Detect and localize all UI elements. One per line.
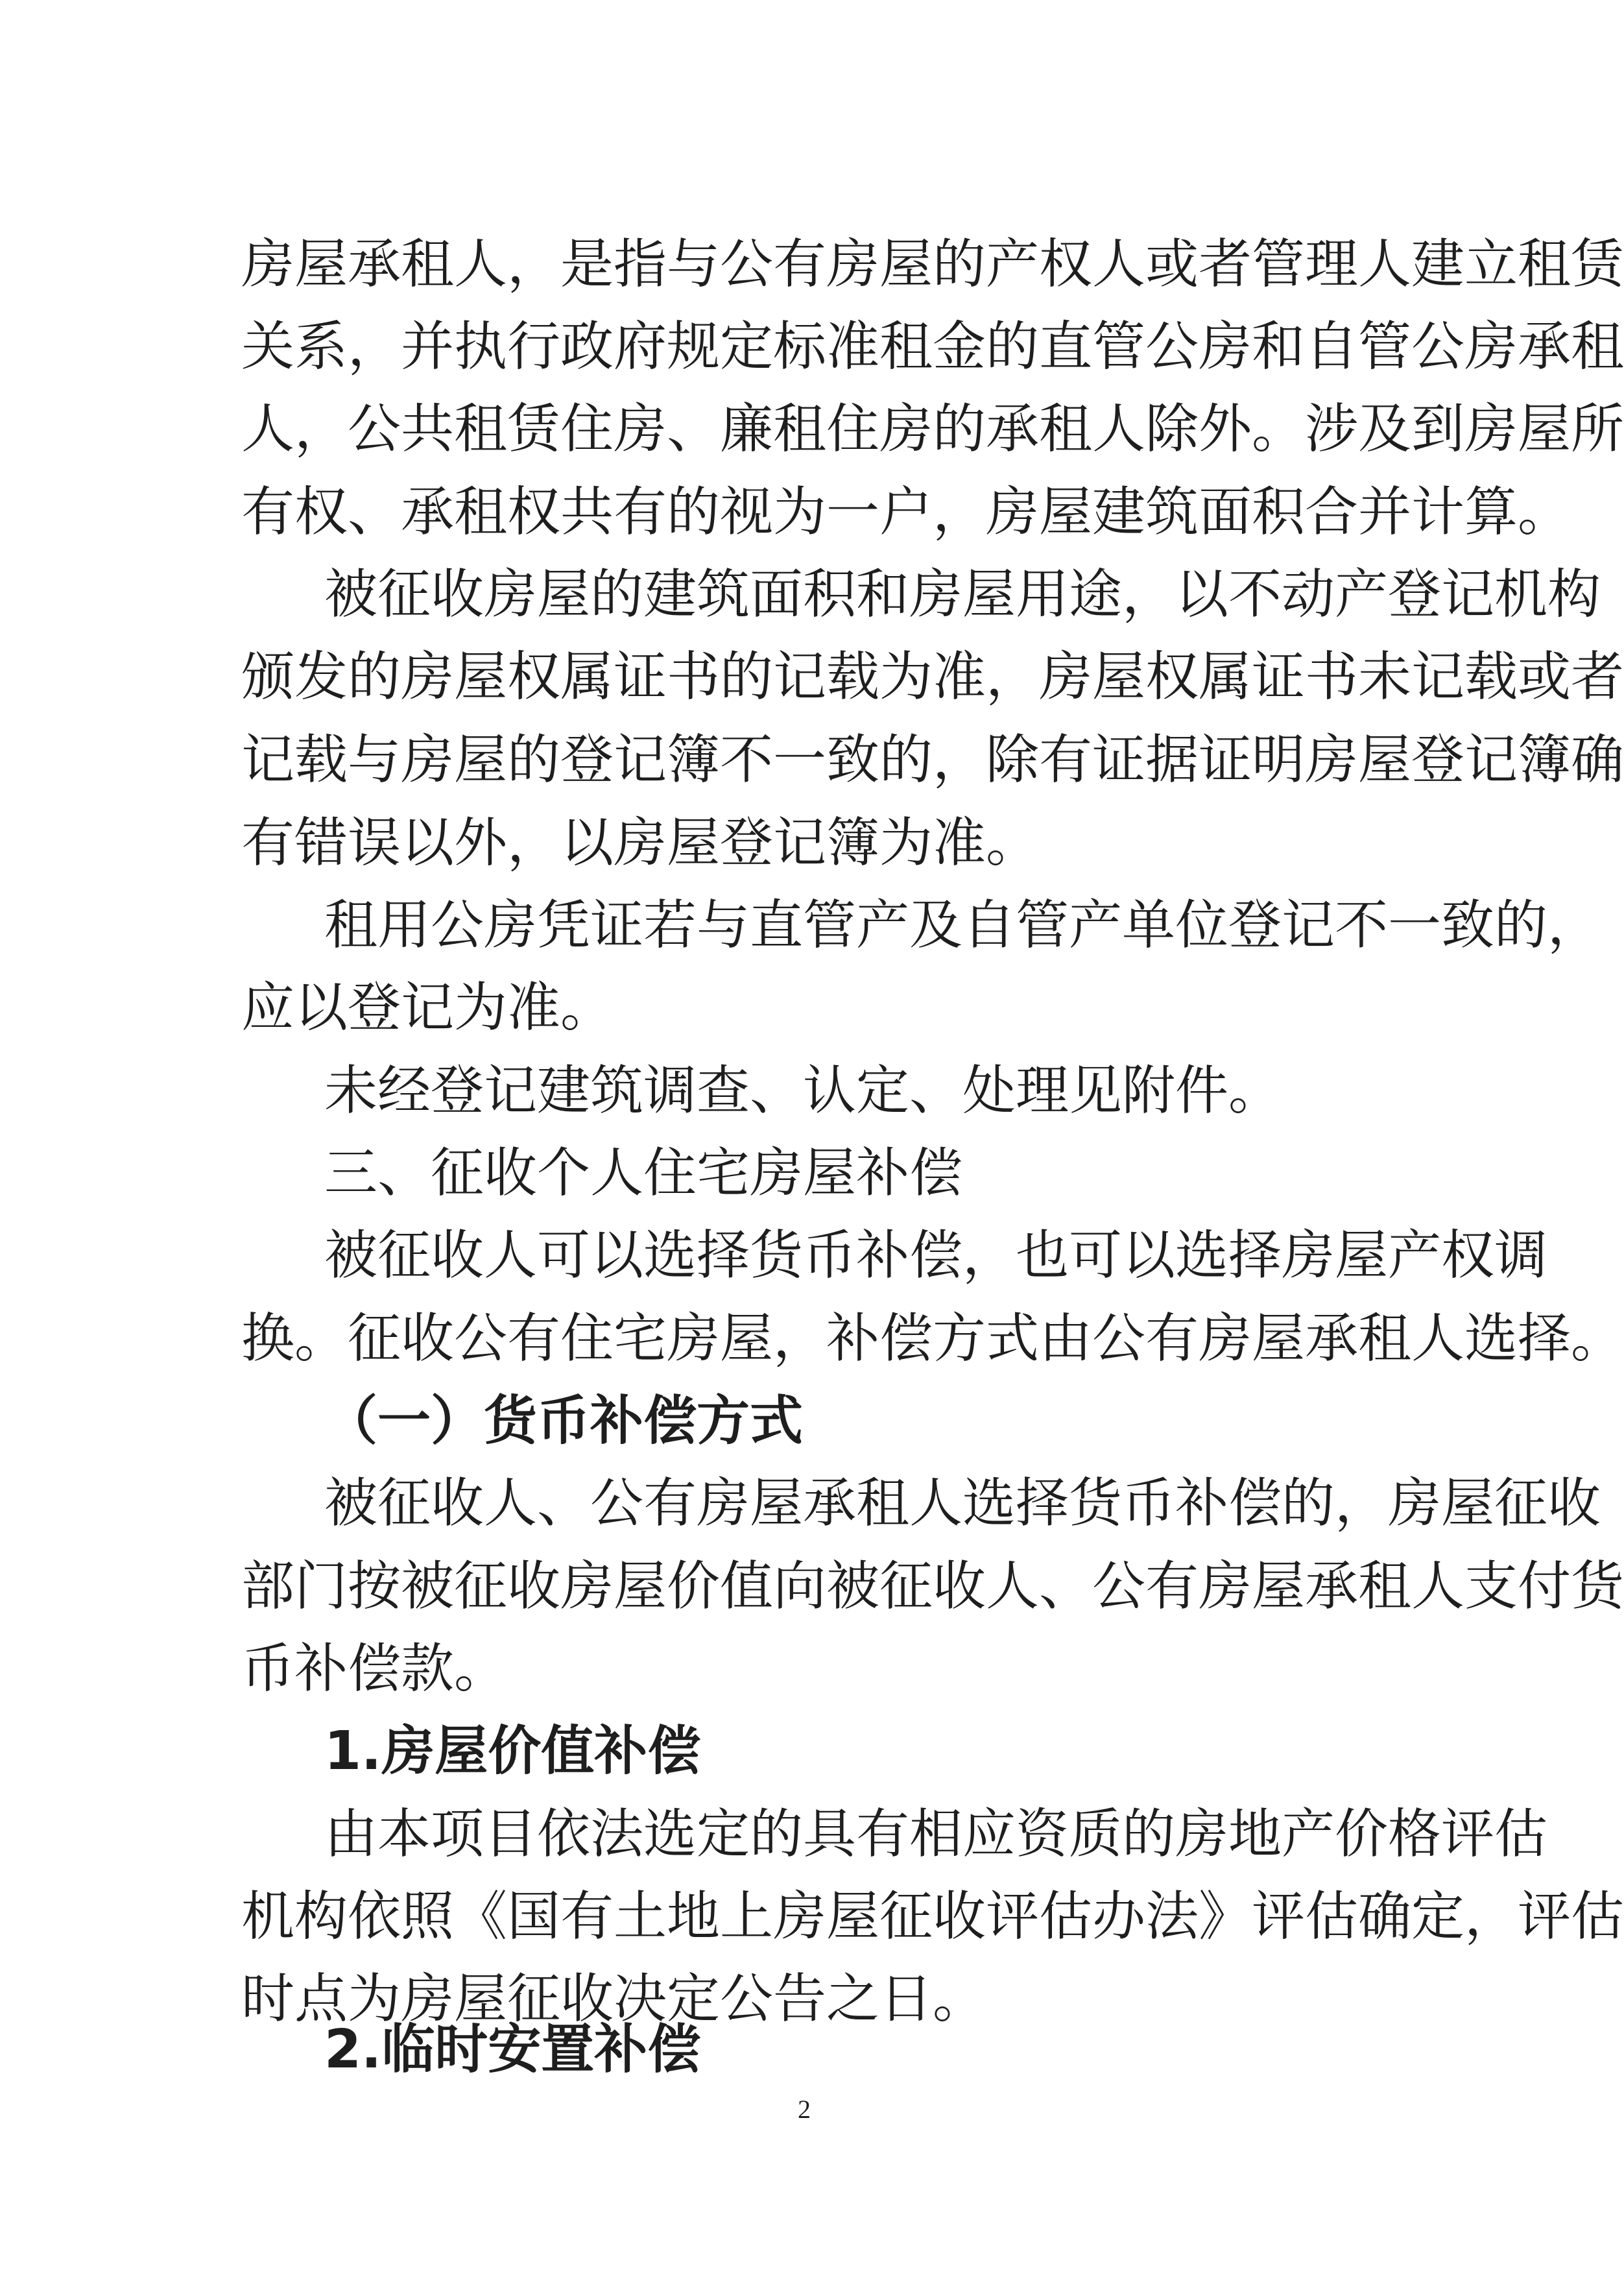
paragraph-line: 关系，并执行政府规定标准租金的直管公房和自管公房承租 — [241, 316, 1624, 378]
paragraph-line: 租用公房凭证若与直管产及自管产单位登记不一致的， — [324, 895, 1601, 956]
paragraph-line: 未经登记建筑调查、认定、处理见附件。 — [324, 1060, 1282, 1122]
paragraph-line: 应以登记为准。 — [241, 977, 614, 1039]
section-heading: 三、征收个人住宅房屋补偿 — [324, 1142, 963, 1204]
item-heading: 1.房屋价值补偿 — [324, 1720, 701, 1782]
paragraph-line: 换。征收公有住宅房屋，补偿方式由公有房屋承租人选择。 — [241, 1308, 1624, 1369]
paragraph-line: 人，公共租赁住房、廉租住房的承租人除外。涉及到房屋所 — [241, 398, 1624, 460]
subsection-heading: （一）货币补偿方式 — [324, 1390, 804, 1452]
paragraph-line: 币补偿款。 — [241, 1638, 508, 1700]
paragraph-line: 有错误以外，以房屋登记簿为准。 — [241, 812, 1040, 874]
paragraph-line: 由本项目依法选定的具有相应资质的房地产价格评估 — [324, 1803, 1548, 1865]
paragraph-line: 被征收房屋的建筑面积和房屋用途，以不动产登记机构 — [324, 564, 1601, 625]
page-number: 2 — [798, 2095, 811, 2124]
paragraph-line: 房屋承租人，是指与公有房屋的产权人或者管理人建立租赁 — [241, 234, 1624, 295]
paragraph-line: 机构依照《国有土地上房屋征收评估办法》评估确定，评估 — [241, 1886, 1624, 1947]
paragraph-line: 有权、承租权共有的视为一户，房屋建筑面积合并计算。 — [241, 481, 1571, 543]
paragraph-line: 部门按被征收房屋价值向被征收人、公有房屋承租人支付货 — [241, 1556, 1624, 1617]
item-heading: 2.临时安置补偿 — [324, 2019, 701, 2080]
paragraph-line: 颁发的房屋权属证书的记载为准，房屋权属证书未记载或者 — [241, 646, 1624, 708]
paragraph-line: 被征收人可以选择货币补偿，也可以选择房屋产权调 — [324, 1225, 1548, 1286]
paragraph-line: 时点为房屋征收决定公告之日。 — [241, 1968, 986, 2030]
paragraph-line: 被征收人、公有房屋承租人选择货币补偿的，房屋征收 — [324, 1473, 1601, 1534]
paragraph-line: 记载与房屋的登记簿不一致的，除有证据证明房屋登记簿确 — [241, 729, 1624, 791]
